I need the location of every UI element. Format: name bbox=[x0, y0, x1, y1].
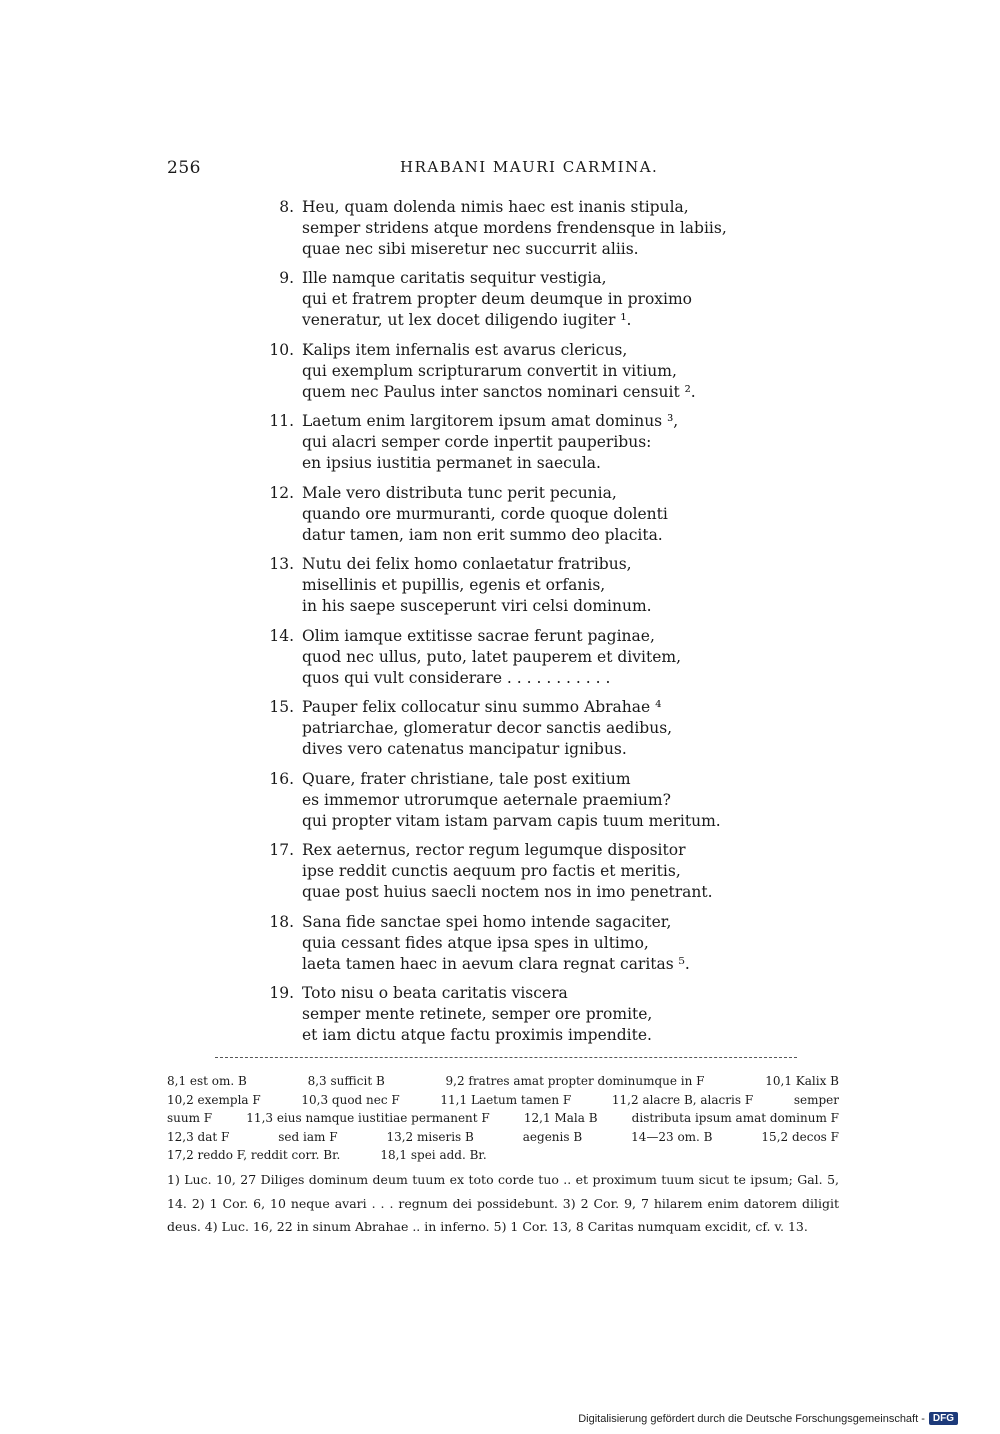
apparatus-entry: 10,3 quod nec F bbox=[301, 1092, 400, 1107]
verse-line: quod nec ullus, puto, latet pauperem et divitem, bbox=[302, 648, 682, 666]
stanza-number: 18. bbox=[269, 913, 294, 931]
stanza-number: 19. bbox=[269, 984, 294, 1002]
stanza-number: 12. bbox=[269, 484, 294, 502]
verse-line: Pauper felix collocatur sinu summo Abrahae ⁴ bbox=[302, 698, 662, 716]
apparatus-entry: 13,2 miseris B bbox=[386, 1129, 474, 1144]
stanza-number: 14. bbox=[269, 627, 294, 645]
stanza bbox=[250, 197, 770, 260]
verse-line: es immemor utrorumque aeternale praemium? bbox=[302, 791, 671, 809]
apparatus-row bbox=[167, 1091, 839, 1110]
verse-line: quando ore murmuranti, corde quoque dolenti bbox=[302, 505, 668, 523]
verse-line: semper stridens atque mordens frendensque in labiis, bbox=[302, 219, 727, 237]
stanza bbox=[250, 411, 770, 474]
apparatus-entry: 11,1 Laetum tamen F bbox=[440, 1092, 572, 1107]
stanza-number: 9. bbox=[279, 269, 294, 287]
digitization-credit bbox=[578, 1412, 958, 1425]
apparatus-entry: 10,2 exempla F bbox=[167, 1092, 261, 1107]
stanza bbox=[250, 912, 770, 975]
stanza bbox=[250, 697, 770, 760]
stanza bbox=[250, 983, 770, 1046]
apparatus-entry: 18,1 spei add. Br. bbox=[380, 1148, 487, 1162]
stanza-number: 13. bbox=[269, 555, 294, 573]
verse-line: qui exemplum scripturarum convertit in vitium, bbox=[302, 362, 677, 380]
page-number: 256 bbox=[167, 158, 201, 178]
apparatus-entry: 11,2 alacre B, alacris F bbox=[611, 1092, 754, 1107]
verse-line: qui et fratrem propter deum deumque in proximo bbox=[302, 290, 693, 308]
verse-line: qui alacri semper corde inpertit pauperibus: bbox=[302, 433, 652, 451]
stanza bbox=[250, 769, 770, 832]
verse-line: Kalips item infernalis est avarus clericus, bbox=[302, 341, 628, 359]
apparatus-entry: 8,3 sufficit B bbox=[307, 1074, 385, 1088]
apparatus-entry: 11,3 eius namque iustitiae permanent F bbox=[246, 1111, 490, 1125]
stanza bbox=[250, 554, 770, 617]
verse-line: Quare, frater christiane, tale post exitium bbox=[302, 770, 631, 788]
verse-line: veneratur, ut lex docet diligendo iugiter ¹. bbox=[302, 311, 632, 329]
stanza bbox=[250, 483, 770, 546]
verse-line: Ille namque caritatis sequitur vestigia, bbox=[302, 269, 607, 287]
verse-line: ipse reddit cunctis aequum pro factis et meritis, bbox=[302, 862, 681, 880]
verse-line: quae post huius saecli noctem nos in imo penetrant. bbox=[302, 883, 713, 901]
stanza bbox=[250, 268, 770, 331]
verse-line: dives vero catenatus mancipatur ignibus. bbox=[302, 740, 627, 758]
verse-line: patriarchae, glomeratur decor sanctis aedibus, bbox=[302, 719, 673, 737]
verse-line: quem nec Paulus inter sanctos nominari censuit ². bbox=[302, 383, 696, 401]
apparatus-row bbox=[167, 1109, 839, 1128]
stanza-number: 17. bbox=[269, 841, 294, 859]
verse-line: quos qui vult considerare . . . . . . . . . . . bbox=[302, 669, 611, 687]
apparatus-row bbox=[167, 1128, 839, 1147]
verse-line: Male vero distributa tunc perit pecunia, bbox=[302, 484, 617, 502]
stanza-number: 16. bbox=[269, 770, 294, 788]
verse-line: Sana fide sanctae spei homo intende sagaciter, bbox=[302, 913, 672, 931]
verse-line: Rex aeternus, rector regum legumque dispositor bbox=[302, 841, 686, 859]
apparatus-entry: sed iam F bbox=[278, 1129, 338, 1144]
stanza-number: 8. bbox=[279, 198, 294, 216]
verse-line: qui propter vitam istam parvam capis tuum meritum. bbox=[302, 812, 721, 830]
apparatus-entry: 9,2 fratres amat propter dominumque in F bbox=[445, 1074, 705, 1088]
stanza-number: 15. bbox=[269, 698, 294, 716]
verse-line: quia cessant fides atque ipsa spes in ultimo, bbox=[302, 934, 649, 952]
verse-line: en ipsius iustitia permanet in saecula. bbox=[302, 454, 601, 472]
verse-line: Olim iamque extitisse sacrae ferunt paginae, bbox=[302, 627, 655, 645]
apparatus-entry: semper bbox=[793, 1092, 839, 1107]
verse-line: Heu, quam dolenda nimis haec est inanis stipula, bbox=[302, 198, 689, 216]
verse-line: et iam dictu atque factu proximis impendite. bbox=[302, 1026, 652, 1044]
verse-line: semper mente retinete, semper ore promite, bbox=[302, 1005, 653, 1023]
apparatus-entry: 15,2 decos F bbox=[761, 1129, 839, 1144]
verse-line: Toto nisu o beata caritatis viscera bbox=[302, 984, 568, 1002]
apparatus-entry: aegenis B bbox=[522, 1129, 583, 1144]
stanza bbox=[250, 626, 770, 689]
apparatus-entry: 8,1 est om. B bbox=[167, 1074, 247, 1088]
verse-line: misellinis et pupillis, egenis et orfanis, bbox=[302, 576, 606, 594]
apparatus-entry: 12,1 Mala B bbox=[523, 1111, 598, 1125]
stanza bbox=[250, 840, 770, 903]
dfg-logo: DFG bbox=[929, 1412, 958, 1425]
stanza-number: 10. bbox=[269, 341, 294, 359]
apparatus-entry: distributa ipsum amat dominum F bbox=[631, 1111, 839, 1125]
critical-apparatus bbox=[167, 1072, 839, 1165]
verse-line: laeta tamen haec in aevum clara regnat caritas ⁵. bbox=[302, 955, 690, 973]
apparatus-entry: 14—23 om. B bbox=[631, 1129, 713, 1144]
verse-line: Nutu dei felix homo conlaetatur fratribus, bbox=[302, 555, 632, 573]
verse-line: in his saepe susceperunt viri celsi dominum. bbox=[302, 597, 652, 615]
stanza bbox=[250, 340, 770, 403]
credit-text: Digitalisierung gefördert durch die Deutsche Forschungsgemeinschaft - bbox=[578, 1412, 925, 1425]
apparatus-entry: suum F bbox=[167, 1111, 213, 1125]
verse-line: Laetum enim largitorem ipsum amat dominus ³, bbox=[302, 412, 679, 430]
apparatus-row bbox=[167, 1072, 839, 1091]
apparatus-entry: 10,1 Kalix B bbox=[765, 1074, 839, 1088]
apparatus-row bbox=[167, 1146, 839, 1165]
verse-line: quae nec sibi miseretur nec succurrit aliis. bbox=[302, 240, 639, 258]
verse-line: datur tamen, iam non erit summo deo placita. bbox=[302, 526, 663, 544]
apparatus-entry: 17,2 reddo F, reddit corr. Br. bbox=[167, 1148, 341, 1162]
footnotes: 1) Luc. 10, 27 Diliges dominum deum tuum ex toto corde tuo .. et proximum tuum sicut te ipsum; Gal. 5, 14. 2) 1 Cor. 6, 10 neque avari . . . regnum dei possidebunt. 3) 2 Cor. 9, 7 hilarem enim datorem diligit deus. 4) Luc. 16, 22 in sinum Abrahae .. in inferno. 5) 1 Cor. 13, 8 Caritas numquam excidit, cf. v. 13. bbox=[167, 1172, 839, 1234]
running-head: HRABANI MAURI CARMINA. bbox=[400, 158, 659, 176]
stanza-number: 11. bbox=[269, 412, 294, 430]
apparatus-entry: 12,3 dat F bbox=[167, 1129, 230, 1144]
footnote-divider bbox=[215, 1057, 797, 1058]
